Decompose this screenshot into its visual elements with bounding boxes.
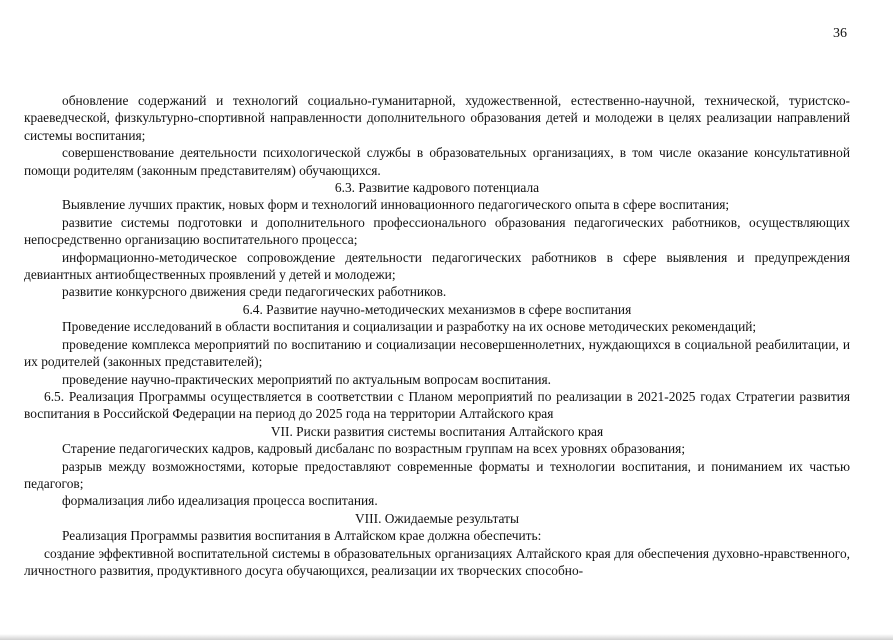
page-number: 36 [833,26,847,41]
section-heading-7: VII. Риски развития системы воспитания Алтайского края [270,423,604,439]
paragraph: Проведение исследований в области воспитания и социализации и разработку на их основе методических рекомендаций; [62,319,757,335]
paragraph: Реализация Программы развития воспитания в Алтайском крае должна обеспечить: [62,528,542,544]
section-heading-6-3: 6.3. Развитие кадрового потенциала [334,180,540,196]
paragraph: совершенствование деятельности психологической службы в образовательных организациях, в том числе оказание консультативной помощи родителям (законным представителям) обучающихся. [24,145,850,178]
paragraph: Выявление лучших практик, новых форм и технологий инновационного педагогического опыта в сфере воспитания; [62,197,730,213]
document-body [24,92,850,579]
paragraph: обновление содержаний и технологий социально-гуманитарной, художественной, естественно-научной, технической, туристско-краеведческой, физкультурно-спортивной направленности дополнительного образования детей и молодежи в целях реализации направлений системы воспитания; [24,93,850,143]
paragraph-6-5: 6.5. Реализация Программы осуществляется в соответствии с Планом мероприятий по реализации в 2021-2025 годах Стратегии развития воспитания в Российской Федерации на период до 2025 года на территории Алтайского края [24,388,850,422]
paragraph: информационно-методическое сопровождение деятельности педагогических работников в сфере выявления и предупреждения девиантных антиобщественных проявлений у детей и молодежи; [24,249,850,283]
paragraph: проведение научно-практических мероприятий по актуальным вопросам воспитания. [62,371,552,387]
page-edge-shadow [0,634,893,640]
paragraph: формализация либо идеализация процесса воспитания. [62,493,378,509]
paragraph: проведение комплекса мероприятий по воспитанию и социализации несовершеннолетних, нуждающихся в социальной реабилитации, и их родителей (законных представителей); [24,336,850,370]
paragraph: разрыв между возможностями, которые предоставляют современные форматы и технологии воспитания, и пониманием их частью педагогов; [24,458,850,491]
paragraph: развитие системы подготовки и дополнительного профессионального образования педагогических работников, осуществляющих непосредственно организацию воспитательного процесса; [24,214,850,248]
paragraph: развитие конкурсного движения среди педагогических работников. [62,284,447,300]
paragraph: Старение педагогических кадров, кадровый дисбаланс по возрастным группам на всех уровнях образования; [62,441,686,457]
paragraph: создание эффективной воспитательной системы в образовательных организациях Алтайского края для обеспечения духовно-нравственного, личностного развития, продуктивного досуга обучающихся, реализации их творческих способно- [24,545,850,578]
section-heading-6-4: 6.4. Развитие научно-методических механизмов в сфере воспитания [242,301,632,317]
section-heading-8: VIII. Ожидаемые результаты [355,510,519,526]
